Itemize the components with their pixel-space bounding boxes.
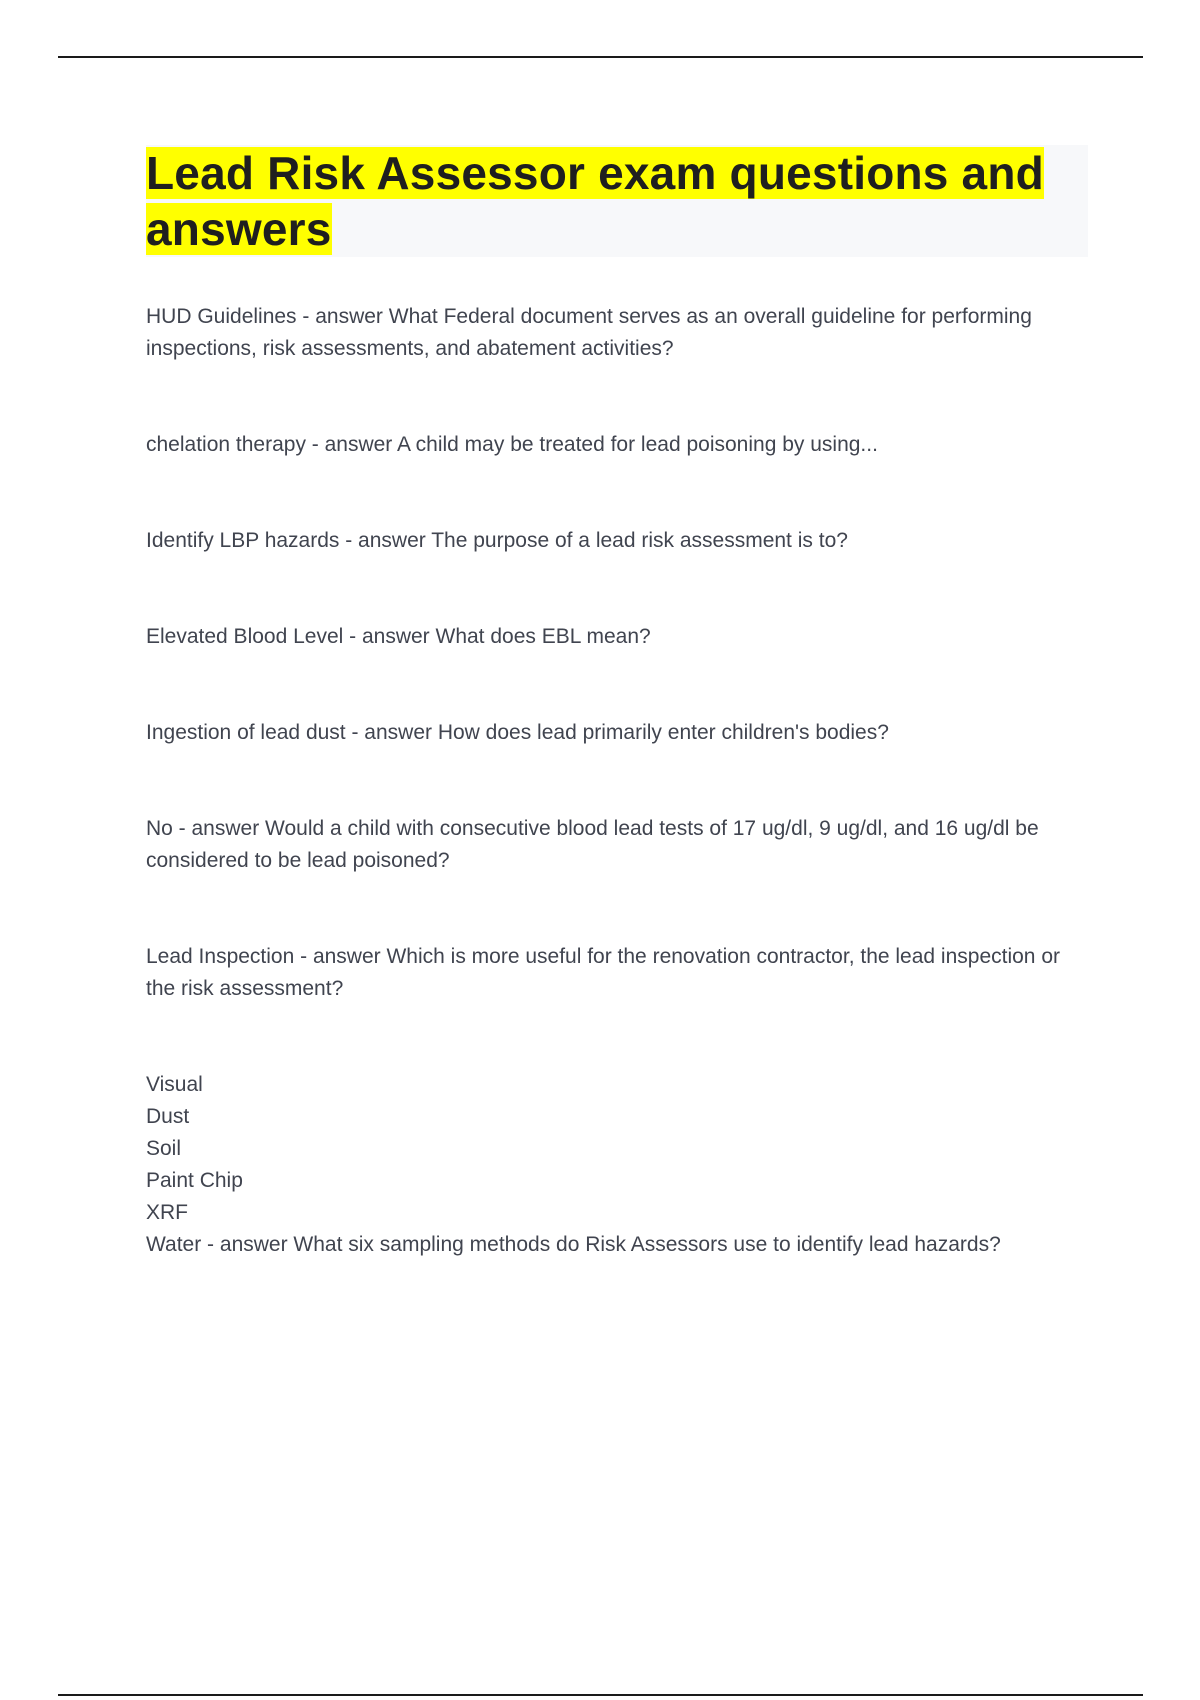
qa-item [146, 813, 1088, 877]
qa-line: Water - answer What six sampling methods do Risk Assessors use to identify lead hazards? [146, 1233, 1001, 1256]
qa-text: Ingestion of lead dust - answer How does lead primarily enter children's bodies? [146, 721, 889, 744]
qa-item [146, 717, 1088, 749]
qa-item [146, 621, 1088, 653]
qa-line: Visual [146, 1073, 203, 1096]
document-body [146, 145, 1088, 1325]
qa-line: XRF [146, 1201, 188, 1224]
qa-line: Paint Chip [146, 1169, 243, 1192]
qa-item [146, 941, 1088, 1005]
qa-line: Dust [146, 1105, 190, 1128]
qa-list [146, 301, 1088, 1261]
document-title [146, 145, 1088, 257]
top-rule [58, 56, 1143, 58]
qa-line: Soil [146, 1137, 182, 1160]
qa-item [146, 525, 1088, 557]
qa-text: Lead Inspection - answer Which is more useful for the renovation contractor, the lead inspection or the risk assessment? [146, 945, 1060, 1000]
qa-text: Elevated Blood Level - answer What does EBL mean? [146, 625, 651, 648]
qa-text: chelation therapy - answer A child may be treated for lead poisoning by using... [146, 433, 878, 456]
qa-item-sampling-methods [146, 1069, 1088, 1261]
title-highlight: Lead Risk Assessor exam questions and answers [146, 147, 1044, 255]
qa-item [146, 301, 1088, 365]
qa-text: HUD Guidelines - answer What Federal document serves as an overall guideline for performing inspections, risk assessments, and abatement activities? [146, 305, 1032, 360]
bottom-rule [58, 1694, 1143, 1696]
qa-item [146, 429, 1088, 461]
title-block [146, 145, 1088, 257]
qa-text: Identify LBP hazards - answer The purpose of a lead risk assessment is to? [146, 529, 848, 552]
qa-text: No - answer Would a child with consecutive blood lead tests of 17 ug/dl, 9 ug/dl, and 16 ug/dl be considered to be lead poisoned? [146, 817, 1039, 872]
